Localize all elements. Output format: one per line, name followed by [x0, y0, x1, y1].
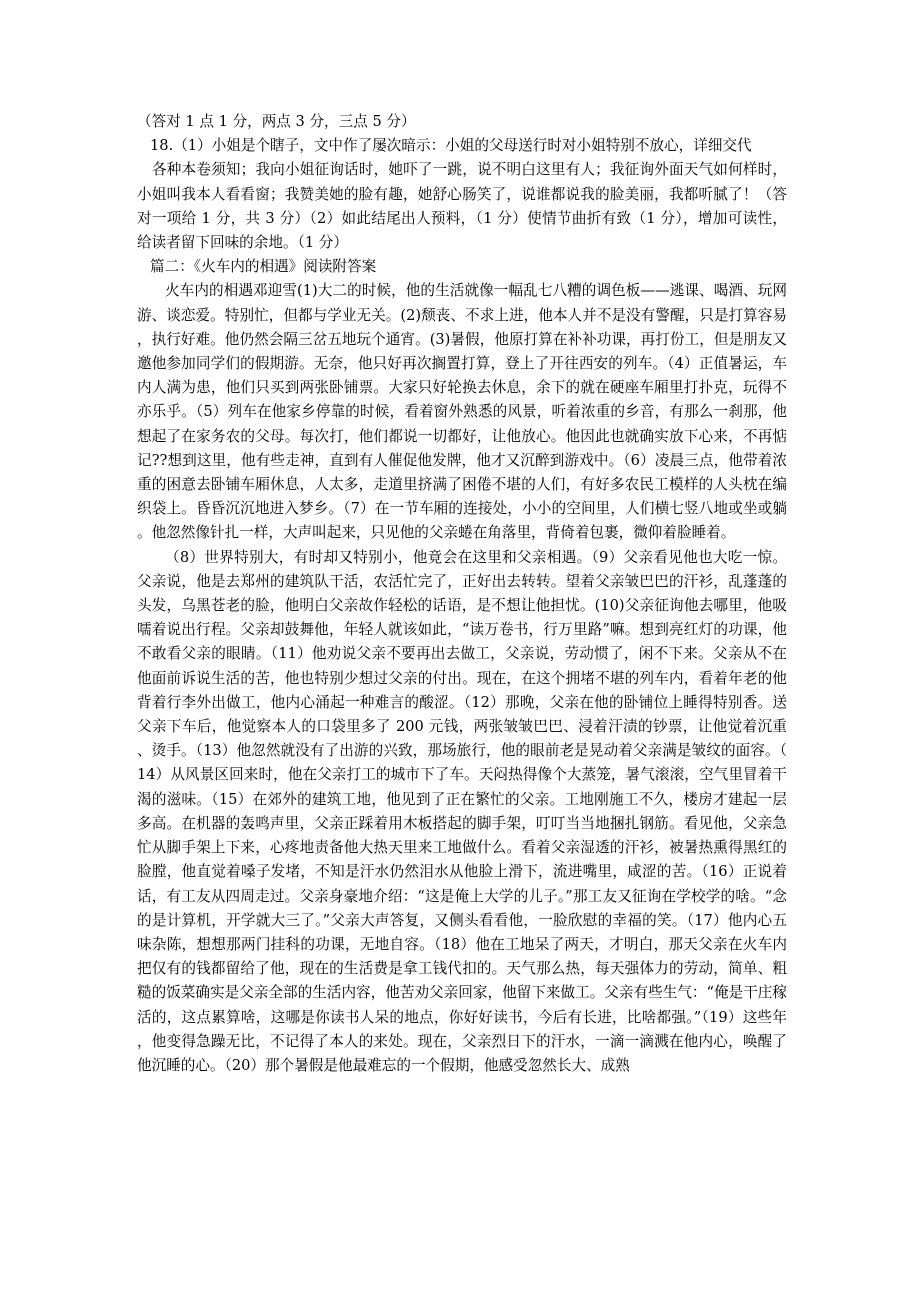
- section-title: 篇二：《火车内的相遇》阅读附答案: [150, 258, 377, 276]
- question-18-answer-part2: 各种本卷须知；我向小姐征询话时，她吓了一跳，说不明白这里有人；我征询外面天气如何样时，小姐叫我本人看看窗；我赞美她的脸有趣，她舒心肠笑了，说谁都说我的脸美丽，我都听腻了！（答对一项给 1 分，共 3 分）（2）如此结尾出人预料，（1 分）使情节曲折有致（1 分），增加可读性，给读者留下回味的余地。（1 分）: [137, 161, 787, 252]
- scoring-note: （答对 1 点 1 分，两点 3 分，三点 5 分）: [137, 113, 416, 130]
- question-18-answer-part1: 18.（1）小姐是个瞎子，文中作了屡次暗示：小姐的父母送行时对小姐特别不放心，详细交代: [150, 137, 752, 155]
- story-paragraph-1: 火车内的相遇邓迎雪(1)大二的时候，他的生活就像一幅乱七八糟的调色板——逃课、喝酒、玩网游、谈恋爱。特别忙，但都与学业无关。(2)颓丧、不求上进，他本人并不是没有警醒，只是打算容易，执行好难。他仍然会隔三岔五地玩个通宵。(3)暑假，他原打算在补补功课，再打份工，但是朋友又邀他参加同学们的假期游。无奈，他只好再次搁置打算，登上了开往西安的列车。（4）正值暑运，车内人满为患，他们只买到两张卧铺票。大家只好轮换去休息，余下的就在硬座车厢里打扑克，玩得不亦乐乎。（5）列车在他家乡停靠的时候，看着窗外熟悉的风景，听着浓重的乡音，有那么一刹那，他想起了在家务农的父母。每次打，他们都说一切都好，让他放心。他因此也就确实放下心来，不再惦记??想到这里，他有些走神，直到有人催促他发牌，他才又沉醉到游戏中。（6）凌晨三点，他带着浓重的困意去卧铺车厢休息，人太多，走道里挤满了困倦不堪的人们，有好多农民工模样的人头枕在编织袋上。昏昏沉沉地进入梦乡。（7）在一节车厢的连接处，小小的空间里，人们横七竖八地或坐或躺。他忽然像针扎一样，大声叫起来，只见他的父亲蜷在角落里，背倚着包裹，微仰着脸睡着。: [137, 282, 787, 542]
- story-paragraph-2: （8）世界特别大，有时却又特别小，他竟会在这里和父亲相遇。（9）父亲看见他也大吃一惊。父亲说，他是去郑州的建筑队干活，农活忙完了，正好出去转转。望着父亲皱巴巴的汗衫，乱蓬蓬的头发，乌黑苍老的脸，他明白父亲故作轻松的话语，是不想让他担忧。(10)父亲征询他去哪里，他吸嚅着说出行程。父亲却鼓舞他，年轻人就该如此，“读万卷书，行万里路”嘛。想到亮红灯的功课，他不敢看父亲的眼睛。（11）他劝说父亲不要再出去做工，父亲说，劳动惯了，闲不下来。父亲从不在他面前诉说生活的苦，他也特别少想过父亲的付出。现在，在这个拥堵不堪的列车内，看着年老的他背着行李外出做工，他内心涌起一种难言的酸涩。（12）那晚，父亲在他的卧铺位上睡得特别香。送父亲下车后，他觉察本人的口袋里多了 200 元钱，两张皱皱巴巴、浸着汗渍的钞票，让他觉着沉重、烫手。（13）他忽然就没有了出游的兴致，那场旅行，他的眼前老是晃动着父亲满是皱纹的面容。（14）从风景区回来时，他在父亲打工的城市下了车。天闷热得像个大蒸笼，暑气滚滚，空气里冒着干渴的滋味。（15）在郊外的建筑工地，他见到了正在繁忙的父亲。工地刚施工不久，楼房才建起一层多高。在机器的轰鸣声里，父亲正踩着用木板搭起的脚手架，叮叮当当地捆扎钢筋。看见他，父亲急忙从脚手架上下来，心疼地责备他大热天里来工地做什么。看着父亲湿透的汗衫，被暑热熏得黑红的脸膛，他直觉着嗓子发堵，不知是汗水仍然泪水从他脸上滑下，流进嘴里，咸涩的苦。（16）正说着话，有工友从四周走过。父亲身豪地介绍：“这是俺上大学的儿子。”那工友又征询在学校学的啥。“念的是计算机，开学就大三了。”父亲大声答复，又侧头看看他，一脸欣慰的幸福的笑。（17）他内心五味杂陈，想想那两门挂科的功课，无地自容。（18）他在工地呆了两天，才明白，那天父亲在火车内把仅有的钱都留给了他，现在的生活费是拿工钱代扣的。天气那么热，每天强体力的劳动，简单、粗糙的饭菜确实是父亲全部的生活内容，他苦劝父亲回家，他留下来做工。父亲有些生气：“俺是干庄稼活的，这点累算啥，这哪是你读书人呆的地点，你好好读书，今后有长进，比啥都强。”（19）这些年，他变得急躁无比，不记得了本人的来处。现在，父亲烈日下的汗水，一滴一滴溅在他内心，唤醒了他沉睡的心。（20）那个暑假是他最难忘的一个假期，他感受忽然长大、成熟: [137, 548, 787, 1074]
